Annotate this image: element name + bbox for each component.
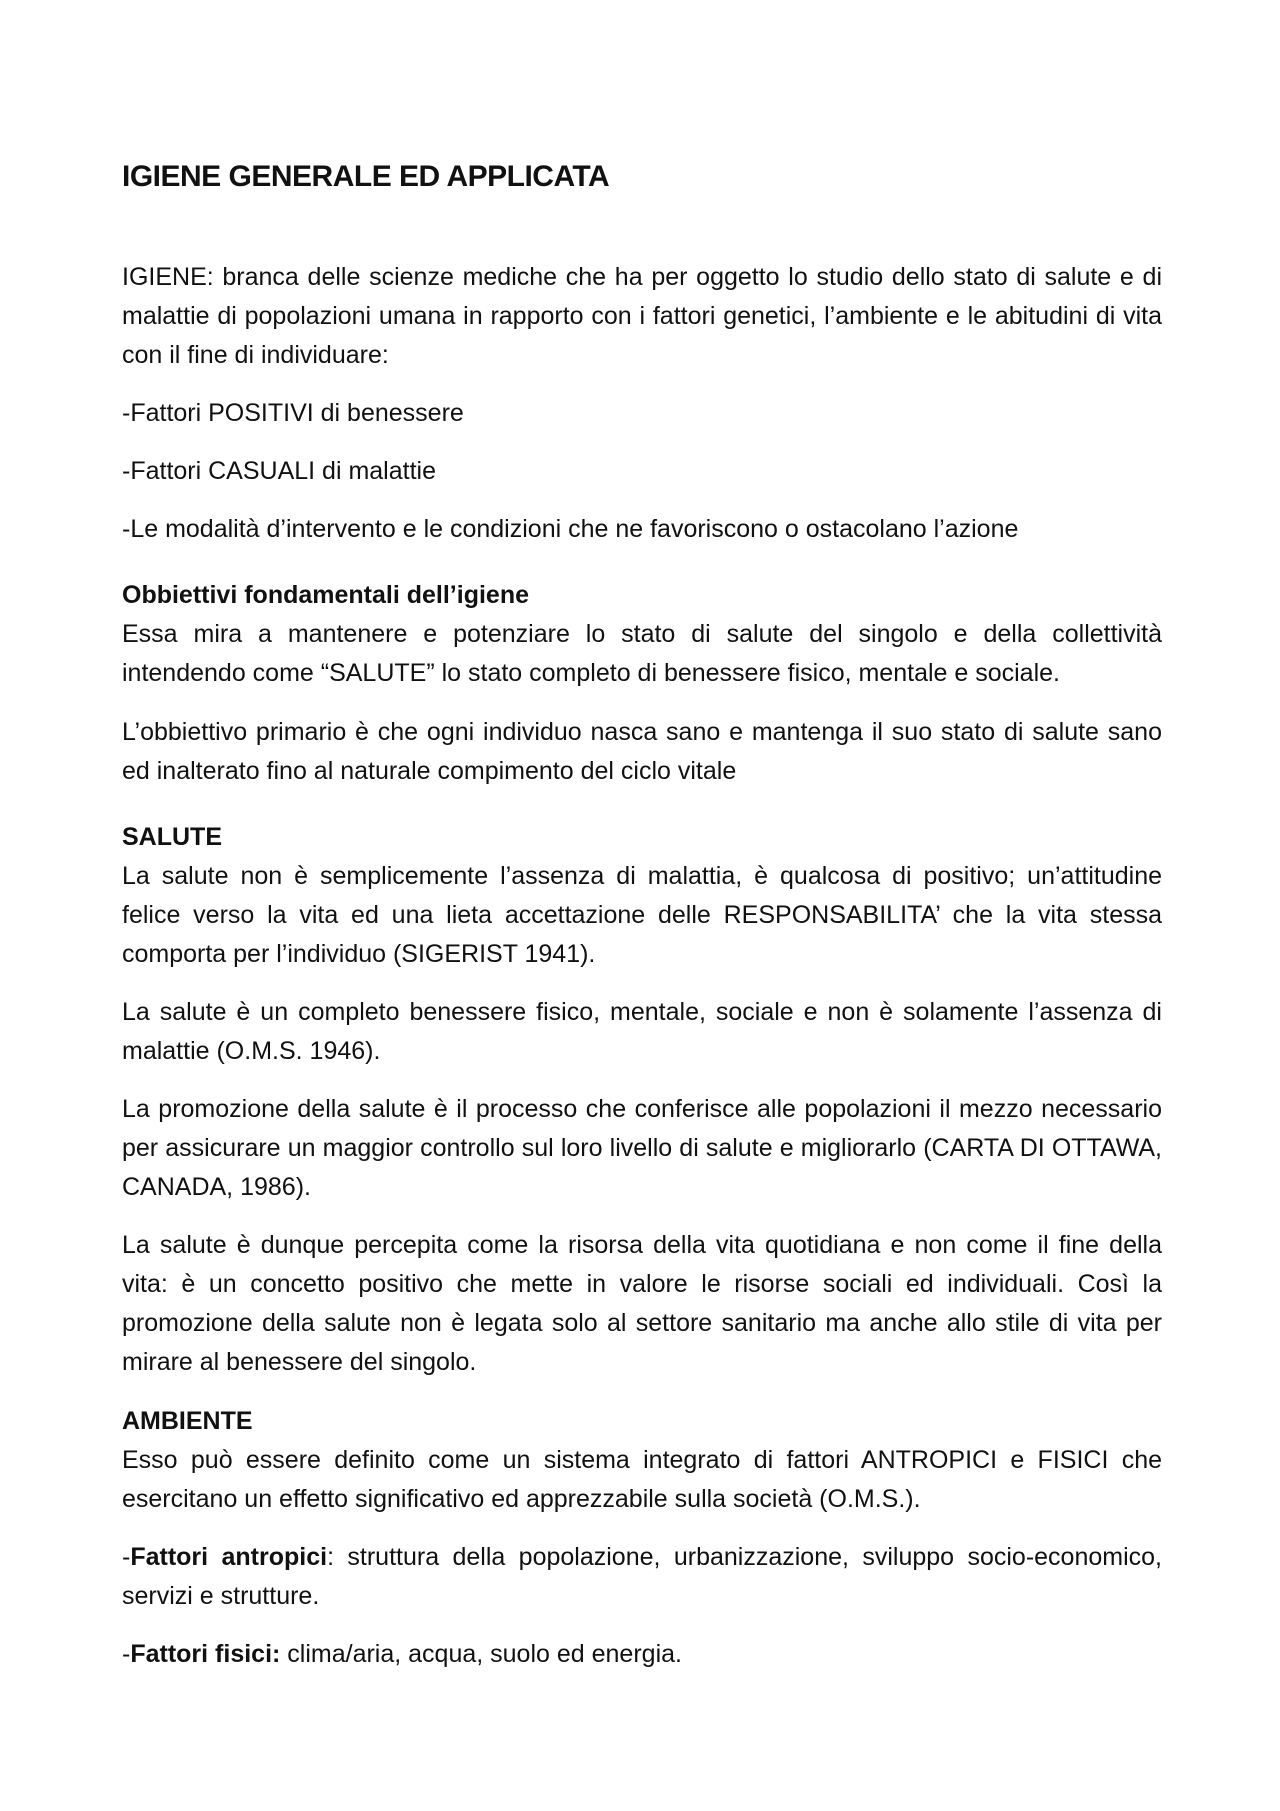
ambiente-section [122, 1402, 1162, 1519]
obiettivi-section [122, 576, 1162, 693]
intro-paragraph: IGIENE: branca delle scienze mediche che ha per oggetto lo studio dello stato di salute e di malattie di popolazioni umana in rapporto con i fattori genetici, l’ambiente e le abitudini di vita con il fine di individuare: [122, 263, 1162, 369]
document-title: IGIENE GENERALE ED APPLICATA [122, 160, 610, 193]
list-dash: - [122, 1543, 131, 1571]
salute-paragraph-3: La promozione della salute è il processo che conferisce alle popolazioni il mezzo necessario per assicurare un maggior controllo sul loro livello di salute e migliorarlo (CARTA DI OTTAWA, CANADA, 1986). [122, 1095, 1162, 1201]
fattori-fisici-text: clima/aria, acqua, suolo ed energia. [280, 1640, 682, 1668]
fattori-antropici-item [122, 1538, 1162, 1616]
salute-paragraph-1: La salute non è semplicemente l’assenza di malattia, è qualcosa di positivo; un’attitudine felice verso la vita ed una lieta accettazione delle RESPONSABILITA’ che la vita stessa comporta per l’individuo (SIGERIST 1941). [122, 862, 1162, 968]
list-item: -Le modalità d’intervento e le condizioni che ne favoriscono o ostacolano l’azione [122, 515, 1019, 543]
fattori-antropici-label: Fattori antropici [130, 1543, 328, 1571]
salute-paragraph-4: La salute è dunque percepita come la risorsa della vita quotidiana e non come il fine della vita: è un concetto positivo che mette in valore le risorse sociali ed individuali. Così la promozione della salute non è legata solo al settore sanitario ma anche allo stile di vita per mirare al benessere del singolo. [122, 1231, 1162, 1376]
salute-heading: SALUTE [122, 823, 222, 851]
obiettivi-paragraph-1: Essa mira a mantenere e potenziare lo stato di salute del singolo e della collettività intendendo come “SALUTE” lo stato completo di benessere fisico, mentale e sociale. [122, 620, 1162, 687]
list-item: -Fattori CASUALI di malattie [122, 457, 436, 485]
ambiente-heading: AMBIENTE [122, 1407, 253, 1435]
obiettivi-heading: Obbiettivi fondamentali dell’igiene [122, 581, 529, 609]
list-dash: - [122, 1640, 131, 1668]
fattori-fisici-label: Fattori fisici: [130, 1640, 281, 1668]
salute-paragraph-2: La salute è un completo benessere fisico, mentale, sociale e non è solamente l’assenza di malattie (O.M.S. 1946). [122, 998, 1162, 1065]
fattori-fisici-item [122, 1635, 1162, 1674]
ambiente-paragraph-1: Esso può essere definito come un sistema integrato di fattori ANTROPICI e FISICI che esercitano un effetto significativo ed apprezzabile sulla società (O.M.S.). [122, 1446, 1162, 1513]
obiettivi-paragraph-2: L’obbiettivo primario è che ogni individuo nasca sano e mantenga il suo stato di salute sano ed inalterato fino al naturale compimento del ciclo vitale [122, 718, 1162, 785]
fattori-antropici-text: : struttura della popolazione, urbanizzazione, sviluppo socio-economico, servizi e strutture. [122, 1543, 1162, 1610]
salute-section [122, 818, 1162, 974]
list-item: -Fattori POSITIVI di benessere [122, 399, 464, 427]
